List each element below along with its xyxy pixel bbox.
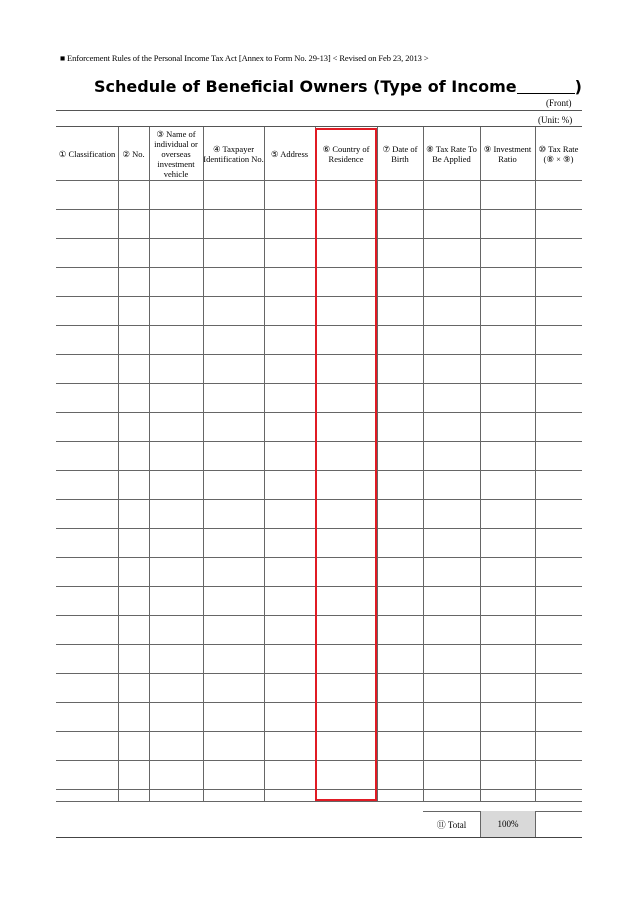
- table-column-divider: [149, 127, 150, 802]
- table-column-divider: [203, 127, 204, 802]
- col-header-dob: ⑦ Date of Birth: [382, 143, 418, 164]
- front-label: (Front): [546, 98, 572, 108]
- col-header-final-tax-rate: ⑩ Tax Rate (⑧ × ⑨): [538, 143, 579, 164]
- col-header-name: ③ Name of individual or overseas investment vehicle: [154, 128, 198, 179]
- table-row-divider: [56, 801, 582, 802]
- table-column-divider: [535, 127, 536, 802]
- table-column-divider: [264, 127, 265, 802]
- table-column-divider: [118, 127, 119, 802]
- page-title: [94, 77, 582, 96]
- header-note: ■ Enforcement Rules of the Personal Income Tax Act [Annex to Form No. 29-13] < Revised on Feb 23, 2013 >: [60, 53, 429, 63]
- unit-label: (Unit: %): [538, 115, 573, 125]
- title-close: ): [574, 77, 582, 96]
- top-rule: [56, 110, 582, 111]
- table-column-divider: [377, 127, 378, 802]
- table-column-divider: [423, 127, 424, 802]
- col-header-tin: ④ Taxpayer Identification No.: [203, 143, 264, 164]
- col-header-no: ② No.: [122, 148, 145, 159]
- bottom-rule: [56, 837, 582, 838]
- col-header-address: ⑤ Address: [270, 148, 309, 159]
- country-column-highlight: [315, 128, 377, 801]
- col-header-classification: ① Classification: [58, 148, 116, 159]
- total-row: [423, 811, 536, 837]
- col-header-country: ⑥ Country of Residence: [322, 143, 370, 164]
- total-label: ⑪ Total: [423, 811, 481, 837]
- title-text: Schedule of Beneficial Owners (Type of Income: [94, 77, 517, 96]
- total-value: 100%: [481, 811, 536, 837]
- income-type-blank: [517, 79, 575, 94]
- col-header-tax-rate: ⑧ Tax Rate To Be Applied: [426, 143, 477, 164]
- col-header-investment-ratio: ⑨ Investment Ratio: [483, 143, 532, 164]
- table-column-divider: [480, 127, 481, 802]
